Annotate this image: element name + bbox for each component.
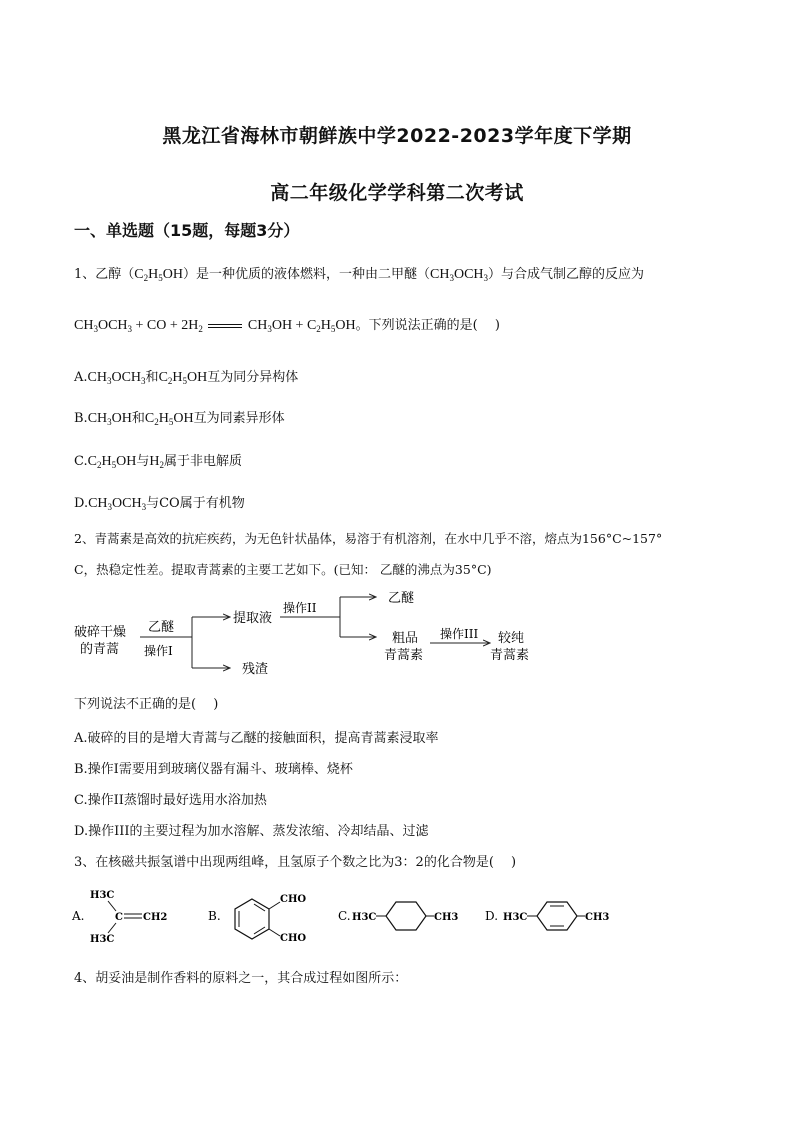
q1-stem: 1、乙醇$(C_2H_5OH)$是一种优质的液体燃料，一种由二甲醚$(CH_3OCH_3)$与合成气制乙醇的反应为: [74, 267, 645, 283]
q3-structures: [70, 880, 630, 950]
flow-op1: 操作I: [144, 644, 173, 658]
struct-b-cho-bottom: CHO: [280, 933, 307, 944]
section-heading: 一、单选题（15题，每题3分）: [74, 221, 300, 240]
flow-crude-line2: 青蒿素: [384, 648, 424, 663]
svg-text:C: C: [115, 912, 123, 923]
struct-d-ch3: CH3: [585, 912, 610, 923]
struct-b-cho-top: CHO: [280, 894, 307, 905]
struct-c-h3c: H3C: [352, 912, 377, 923]
q2-option-c[interactable]: C.操作II蒸馏时最好选用水浴加热: [74, 793, 267, 808]
struct-a-h3c-top: H3C: [90, 890, 115, 901]
flow-pure-line1: 较纯: [498, 631, 525, 646]
flow-op3: 操作III: [440, 627, 479, 641]
flow-pure-line2: 青蒿素: [490, 648, 530, 663]
q3-stem: 3、在核磁共振氢谱中出现两组峰，且氢原子个数之比为3：2的化合物是( ): [74, 855, 517, 870]
q2-option-d[interactable]: D.操作III的主要过程为加水溶解、蒸发浓缩、冷却结晶、过滤: [74, 824, 429, 839]
q2-option-a[interactable]: A.破碎的目的是增大青蒿与乙醚的接触面积，提高青蒿素浸取率: [74, 731, 439, 746]
flow-op2: 操作II: [283, 601, 317, 615]
struct-a-ch2: CH2: [143, 912, 168, 923]
q2-stem-line2: C，热稳定性差。提取青蒿素的主要工艺如下。(已知： 乙醚的沸点为35°C): [74, 562, 492, 577]
exam-title-line2: 高二年级化学学科第二次考试: [270, 182, 524, 204]
reaction-equation: $CH_3OCH_3$ + CO + $2H_2$ $CH_3OH + C_2H_5OH$: [74, 318, 356, 334]
struct-c-ch3: CH3: [434, 912, 459, 923]
flow-crude-line1: 粗品: [392, 631, 419, 646]
q2-option-b[interactable]: B.操作I需要用到玻璃仪器有漏斗、玻璃棒、烧杯: [74, 762, 353, 777]
q3-label-c[interactable]: C.: [338, 909, 351, 923]
flow-residue: 残渣: [242, 662, 269, 677]
flow-ether: 乙醚: [388, 591, 415, 606]
flow-start-line1: 破碎干燥: [74, 625, 127, 640]
q2-question: 下列说法不正确的是( ): [74, 697, 219, 712]
q1-option-c[interactable]: $C.C_2H_5OH$与$H_2$属于非电解质: [74, 454, 242, 470]
extraction-flowchart: [70, 586, 550, 684]
q4-stem: 4、胡妥油是制作香料的原料之一，其合成过程如图所示：: [74, 971, 408, 986]
q1-option-a[interactable]: $A.CH_3OCH_3$和$C_2H_5OH$互为同分异构体: [74, 370, 299, 386]
q1-option-d[interactable]: $D.CH_3OCH_3$与CO属于有机物: [74, 496, 245, 512]
q3-label-d[interactable]: D.: [485, 909, 499, 923]
q3-label-b[interactable]: B.: [208, 909, 221, 923]
q1-option-b[interactable]: $B.CH_3OH$和$C_2H_5OH$互为同素异形体: [74, 411, 285, 427]
q3-label-a[interactable]: A.: [72, 909, 85, 923]
flow-start-line2: 的青蒿: [80, 642, 120, 657]
q2-stem-line1: 2、青蒿素是高效的抗疟疾药，为无色针状晶体，易溶于有机溶剂，在水中几乎不溶，熔点为156°C~157°: [74, 531, 663, 546]
exam-title-line1: 黑龙江省海林市朝鲜族中学2022-2023学年度下学期: [162, 125, 632, 147]
flow-extract: 提取液: [233, 611, 273, 626]
q1-equation: $CH_3OCH_3$ + CO + $2H_2$ $CH_3OH + C_2H_5OH$。下列说法正确的是( ): [74, 318, 500, 334]
flow-reagent: 乙醚: [148, 620, 175, 635]
struct-d-h3c: H3C: [503, 912, 528, 923]
struct-a-h3c-bottom: H3C: [90, 934, 115, 945]
